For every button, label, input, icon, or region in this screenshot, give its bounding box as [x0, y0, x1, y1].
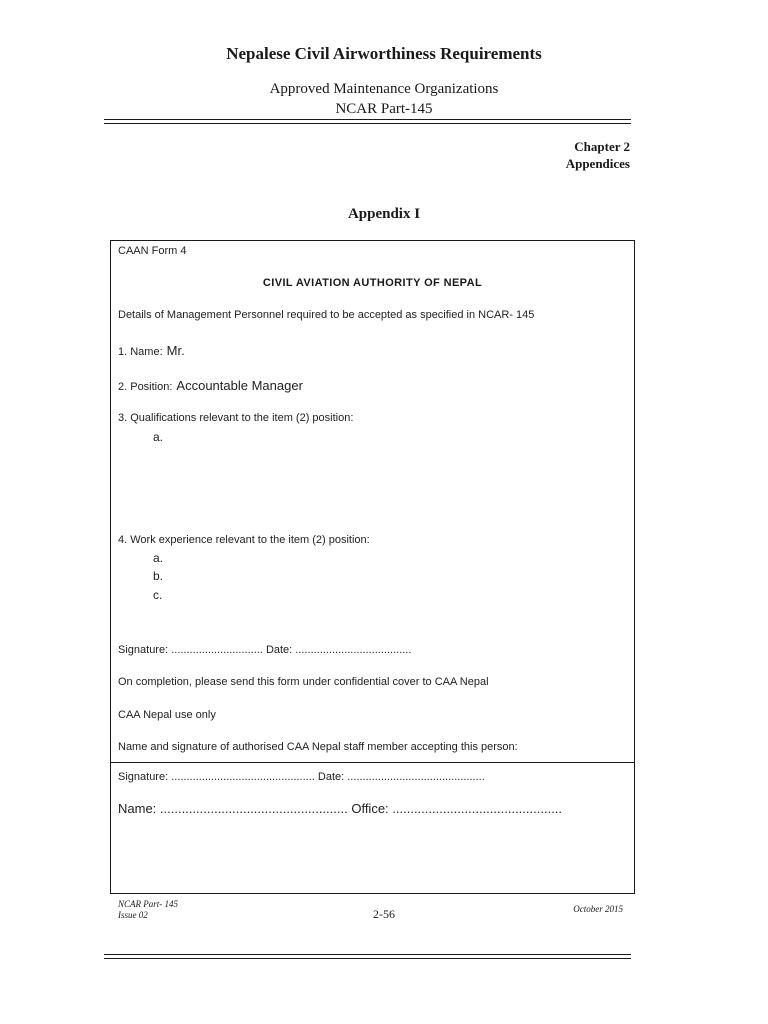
form-heading: CIVIL AVIATION AUTHORITY OF NEPAL — [262, 277, 483, 289]
footer-rule-top — [104, 954, 631, 955]
name-label: 1. Name: — [118, 346, 163, 358]
completion-note: On completion, please send this form under confidential cover to CAA Nepal — [118, 676, 489, 688]
document-part: NCAR Part-145 — [335, 101, 433, 117]
position-label: 2. Position: — [118, 381, 173, 393]
position-row — [118, 377, 303, 395]
form-intro: Details of Management Personnel required to be accepted as specified in NCAR- 145 — [118, 309, 535, 321]
page-number: 2-56 — [373, 907, 395, 921]
name-row — [118, 342, 185, 360]
footer-date: October 2015 — [573, 904, 623, 914]
experience-item-b: b. — [153, 569, 164, 583]
header-rule-bottom — [104, 123, 631, 124]
document-subtitle: Approved Maintenance Organizations — [269, 81, 499, 97]
office-use-label: CAA Nepal use only — [118, 709, 216, 721]
position-value: Accountable Manager — [176, 378, 303, 393]
experience-label: 4. Work experience relevant to the item (2) position: — [118, 534, 370, 546]
section-label: Appendices — [565, 156, 630, 171]
footer-part: NCAR Part- 145 — [118, 899, 178, 909]
signature-line: Signature: .............................. Date: ...................................... — [118, 644, 412, 656]
document-title: Nepalese Civil Airworthiness Requirements — [226, 44, 542, 63]
footer-issue: Issue 02 — [118, 910, 148, 920]
experience-item-c: c. — [153, 588, 163, 602]
name-value: Mr. — [166, 343, 185, 358]
form-divider — [110, 762, 635, 763]
form-box — [110, 240, 635, 894]
experience-item-a: a. — [153, 551, 164, 565]
staff-note: Name and signature of authorised CAA Nepal staff member accepting this person: — [118, 741, 518, 753]
form-number: CAAN Form 4 — [118, 245, 187, 257]
qualifications-item-a: a. — [153, 430, 164, 444]
chapter-label: Chapter 2 — [574, 139, 630, 154]
staff-name-line: Name: .................................................... Office: ............................................... — [118, 801, 563, 816]
appendix-title: Appendix I — [347, 206, 421, 222]
staff-signature-line: Signature: ............................................... Date: ............................................. — [118, 771, 485, 783]
qualifications-label: 3. Qualifications relevant to the item (2) position: — [118, 412, 354, 424]
footer-rule-bottom — [104, 958, 631, 959]
header-rule-top — [104, 119, 631, 120]
